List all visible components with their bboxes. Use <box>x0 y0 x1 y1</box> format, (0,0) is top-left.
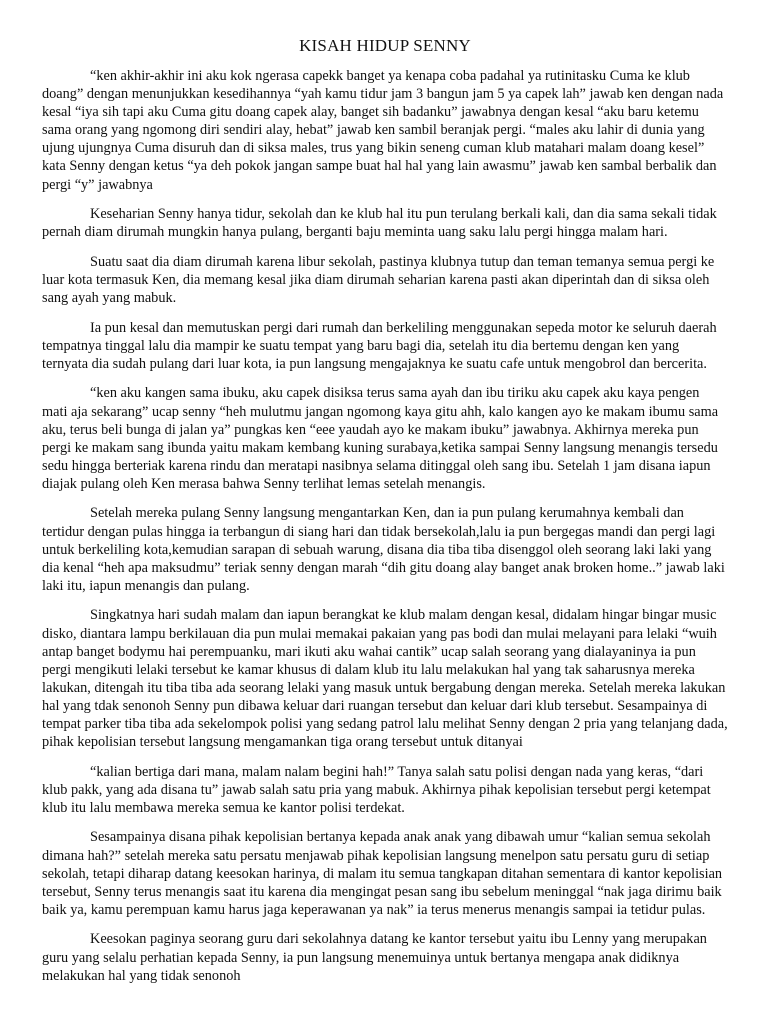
paragraph-1: “ken akhir-akhir ini aku kok ngerasa capekk banget ya kenapa coba padahal ya rutinitasku Cuma ke klub doang” dengan menunjukkan kesedihannya “yah kamu tidur jam 3 bangun jam 5 ya capek lah” jawab ken dengan nada kesal “iya sih tapi aku Cuma gitu doang capek alay, banget sih badanku” jawabnya dengan kesal “aku baru ketemu sama orang yang ngomong diri sendiri alay, hebat” jawab ken sambil beranjak pergi. “males aku lahir di dunia yang ujung ujungnya Cuma disuruh dan di siksa males, trus yang bikin seneng cuman klub matahari malam doang kesel” kata Senny dengan ketus “ya deh pokok jangan sampe buat hal hal yang lain awasmu” jawab ken sambal berbalik dan pergi “y” jawabnya <box>42 68 724 193</box>
paragraph-5: “ken aku kangen sama ibuku, aku capek disiksa terus sama ayah dan ibu tiriku aku capek aku kaya pengen mati aja sekarang” ucap senny “heh mulutmu jangan ngomong kaya gitu ahh, kalo kangen ayo ke makam ibumu sama aku, terus beli bunga di jalan ya” pungkas ken “eee yaudah ayo ke makam ibuku” jawabnya. Akhirnya mereka pun pergi ke makam sang ibunda yaitu makam kembang kuning surabaya,ketika sampai Senny langsung menangis tersedu sedu hingga berteriak karena rindu dan meratapi nasibnya selama ditinggal oleh sang ibu. Setelah 1 jam disana iapun diajak pulang oleh Ken merasa bahwa Senny terlihat lemas setelah menangis. <box>42 385 719 492</box>
paragraph-7: Singkatnya hari sudah malam dan iapun berangkat ke klub malam dengan kesal, didalam hingar bingar music disko, diantara lampu berkilauan dia pun mulai memakai pakaian yang pas bodi dan mulai melayani para lelaki “wuih antap banget bodymu hai perempuanku, mari ikuti aku wahai cantik” ucap salah seorang yang dialayaninya ia pun pergi mengikuti lelaki tersebut ke kamar khusus di dalam klub itu lalu melakukan hal yang tak saharusnya mereka lakukan, ditengah itu tiba tiba ada seorang lelaki yang masuk untuk bergabung dengan mereka. Setelah mereka lakukan hal yang tdak senonoh Senny pun dibawa keluar dari ruangan tersebut dan keluar dari klub tersebut. Sesampainya di tempat parker tiba tiba ada sekelompok polisi yang sedang patrol lalu melihat Senny dengan 2 pria yang telanjang dada, pihak kepolisian tersebut langsung mengamankan tiga orang tersebut untuk ditanyai <box>42 607 728 751</box>
document-title: KISAH HIDUP SENNY <box>299 36 471 55</box>
paragraph-2: Keseharian Senny hanya tidur, sekolah dan ke klub hal itu pun terulang berkali kali, dan dia sama sekali tidak pernah diam dirumah mungkin hanya pulang, berganti baju meminta uang saku lalu pergi hingga malam hari. <box>42 206 717 241</box>
paragraph-10: Keesokan paginya seorang guru dari sekolahnya datang ke kantor tersebut yaitu ibu Lenny yang merupakan guru yang selalu perhatian kepada Senny, ia pun langsung menemuinya untuk bertanya mengapa anak didiknya melakukan hal yang tidak senonoh <box>42 931 707 984</box>
paragraph-3: Suatu saat dia diam dirumah karena libur sekolah, pastinya klubnya tutup dan teman temanya semua pergi ke luar kota termasuk Ken, dia memang kesal jika diam dirumah seharian karena pasti akan diperintah dan di siksa oleh sang ayah yang mabuk. <box>42 253 715 307</box>
paragraph-9: Sesampainya disana pihak kepolisian bertanya kepada anak anak yang dibawah umur “kalian semua sekolah dimana hah?” setelah mereka satu persatu menjawab pihak kepolisian langsung menelpon satu persatu guru di setiap sekolah, tetapi diharap datang keesokan harinya, di malam itu semua tangkapan ditahan sementara di kantor kepolisian tersebut, Senny terus menangis saat itu karena dia mengingat pesan sang ibu sebelum meninggal “nak jaga dirimu baik baik ya, kamu perempuan kamu harus jaga keperawanan ya nak” ia terus menerus menangis sampai ia tetidur pulas. <box>42 829 723 918</box>
paragraph-6: Setelah mereka pulang Senny langsung mengantarkan Ken, dan ia pun pulang kerumahnya kembali dan tertidur dengan pulas hingga ia terbangun di siang hari dan tidak bersekolah,lalu ia pun bergegas mandi dan pergi lagi untuk berkeliling kota,kemudian sarapan di sebuah warung, disana dia tiba tiba disenggol oleh seorang laki laki yang dia kenal “heh apa maksudmu” teriak senny dengan marah “dih gitu doang alay banget anak broken home..” jawab laki laki itu, iapun menangis dan pulang. <box>42 505 725 594</box>
document-page <box>42 36 728 996</box>
paragraph-4: Ia pun kesal dan memutuskan pergi dari rumah dan berkeliling menggunakan sepeda motor ke seluruh daerah tempatnya tinggal lalu dia mampir ke suatu tempat yang baru bagi dia, setelah itu dia bertemu dengan ken yang ternyata dia sudah pulang dari luar kota, ia pun langsung mengajaknya ke suatu cafe untuk mengobrol dan bercerita. <box>42 319 717 372</box>
paragraph-8: “kalian bertiga dari mana, malam nalam begini hah!” Tanya salah satu polisi dengan nada yang keras, “dari klub pakk, yang ada disana tu” jawab salah satu pria yang mabuk. Akhirnya pihak kepolisian tersebut pergi ketempat klub itu lalu membawa mereka semua ke kantor polisi terdekat. <box>42 763 711 816</box>
